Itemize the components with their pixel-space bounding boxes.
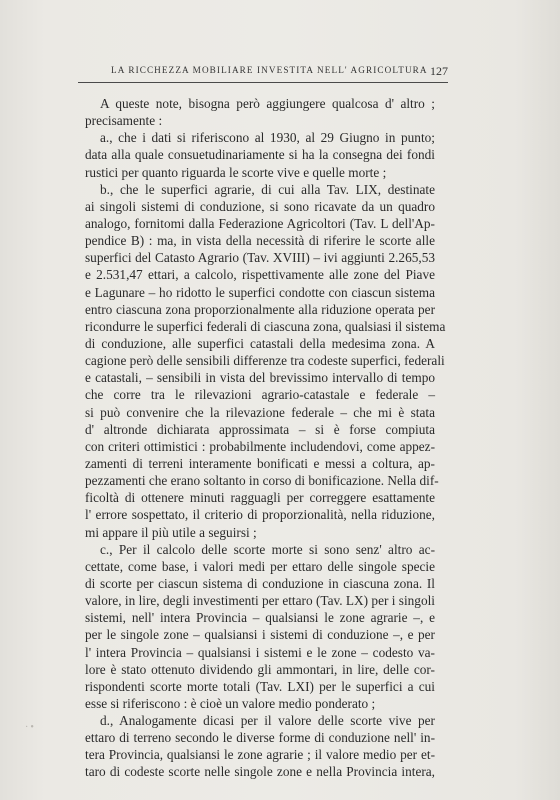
- text-line: zamenti di terreni interamente bonificati e messi a coltura, ap-: [85, 455, 435, 471]
- text-line: che corre tra le rilevazioni agrario-catastale e federale –: [85, 387, 435, 403]
- page-header: [78, 64, 448, 83]
- text-line: lore è stato ottenuto dividendo gli ammontari, in lire, delle cor-: [85, 661, 435, 677]
- margin-smudge: ·•: [25, 722, 36, 733]
- text-line: superfici del Catasto Agrario (Tav. XVIII) – ivi aggiunti 2.265,53: [85, 250, 435, 266]
- text-line: ettaro di terreno secondo le diverse forme di conduzione nell' in-: [85, 730, 435, 746]
- text-line: e catastali, – sensibili in vista del brevissimo intervallo di tempo: [85, 370, 435, 386]
- text-line: a., che i dati si riferiscono al 1930, al 29 Giugno in punto;: [100, 130, 435, 146]
- text-line: per le singole zone – qualsiansi i sistemi di conduzione –, e per: [85, 627, 435, 643]
- body-text: [85, 95, 446, 781]
- text-line: rispondenti scorte morte totali (Tav. LXI) per le superfici a cui: [85, 678, 435, 694]
- page-number: 127: [430, 64, 448, 78]
- text-line: d' altronde dichiarata approssimata – si è forse compiuta: [85, 421, 435, 437]
- text-line: e 2.531,47 ettari, a calcolo, rispettivamente alle zone del Piave: [85, 267, 435, 283]
- text-line: di scorte per ciascun sistema di conduzione in ciascuna zona. Il: [85, 575, 435, 591]
- text-line: rustici per quanto riguarda le scorte vive e quelle morte ;: [85, 164, 387, 180]
- text-line: ai singoli sistemi di conduzione, si sono ricavate da un quadro: [85, 198, 435, 214]
- running-title: LA RICCHEZZA MOBILIARE INVESTITA NELL' AGRICOLTURA: [111, 65, 428, 75]
- text-line: sistemi, nell' intera Provincia – qualsiansi le zone agrarie –, e: [85, 610, 435, 626]
- text-line: cagione però delle sensibili differenze tra codeste superfici, federali: [85, 353, 445, 369]
- text-line: con criteri ottimistici : probabilmente includendovi, come appez-: [85, 438, 435, 454]
- text-line: l' errore sospettato, il criterio di proporzionalità, nella riduzione,: [85, 507, 435, 523]
- text-line: di conduzione, alle superfici catastali della medesima zona. A: [85, 335, 435, 351]
- text-line: A queste note, bisogna però aggiungere qualcosa d' altro ;: [100, 96, 435, 111]
- text-line: analogo, fornitomi dalla Federazione Agricoltori (Tav. L dell'Ap-: [85, 215, 435, 231]
- text-line: mi appare il più utile a seguirsi ;: [85, 524, 257, 540]
- text-line: si può convenire che la rilevazione federale – che mi è stata: [85, 404, 435, 420]
- text-line: entro ciascuna zona proporzionalmente alla riduzione operata per: [85, 301, 435, 317]
- text-line: esse si riferiscono : è cioè un valore medio ponderato ;: [85, 695, 376, 711]
- text-line: taro di codeste scorte nelle singole zone e nella Provincia intera,: [85, 764, 435, 780]
- text-line: pendice B) : ma, in vista della necessità di riferire le scorte alle: [85, 233, 435, 249]
- text-line: ricondurre le superfici federali di ciascuna zona, qualsiasi il sistema: [85, 318, 446, 334]
- text-line: c., Per il calcolo delle scorte morte si sono senz' altro ac-: [100, 541, 435, 557]
- text-line: pezzamenti che erano soltanto in corso di bonificazione. Nella dif-: [85, 473, 439, 489]
- text-line: ficoltà di ottenere minuti ragguagli per correggere esattamente: [85, 490, 435, 506]
- text-line: precisamente :: [85, 113, 163, 129]
- text-line: tera Provincia, qualsiansi le zone agrarie ; il valore medio per et-: [85, 747, 435, 763]
- text-line: cettate, come base, i valori medi per ettaro delle singole specie: [85, 558, 435, 574]
- text-line: l' intera Provincia – qualsiansi i sistemi e le zone – codesto va-: [85, 644, 435, 660]
- text-line: valore, in lire, degli investimenti per ettaro (Tav. LX) per i singoli: [85, 593, 435, 609]
- text-line: b., che le superfici agrarie, di cui alla Tav. LIX, destinate: [100, 181, 435, 197]
- text-line: data alla quale consuetudinariamente si ha la consegna dei fondi: [85, 147, 435, 163]
- text-line: e Lagunare – ho ridotto le superfici condotte con ciascun sistema: [85, 284, 435, 300]
- text-line: d., Analogamente dicasi per il valore delle scorte vive per: [100, 713, 435, 729]
